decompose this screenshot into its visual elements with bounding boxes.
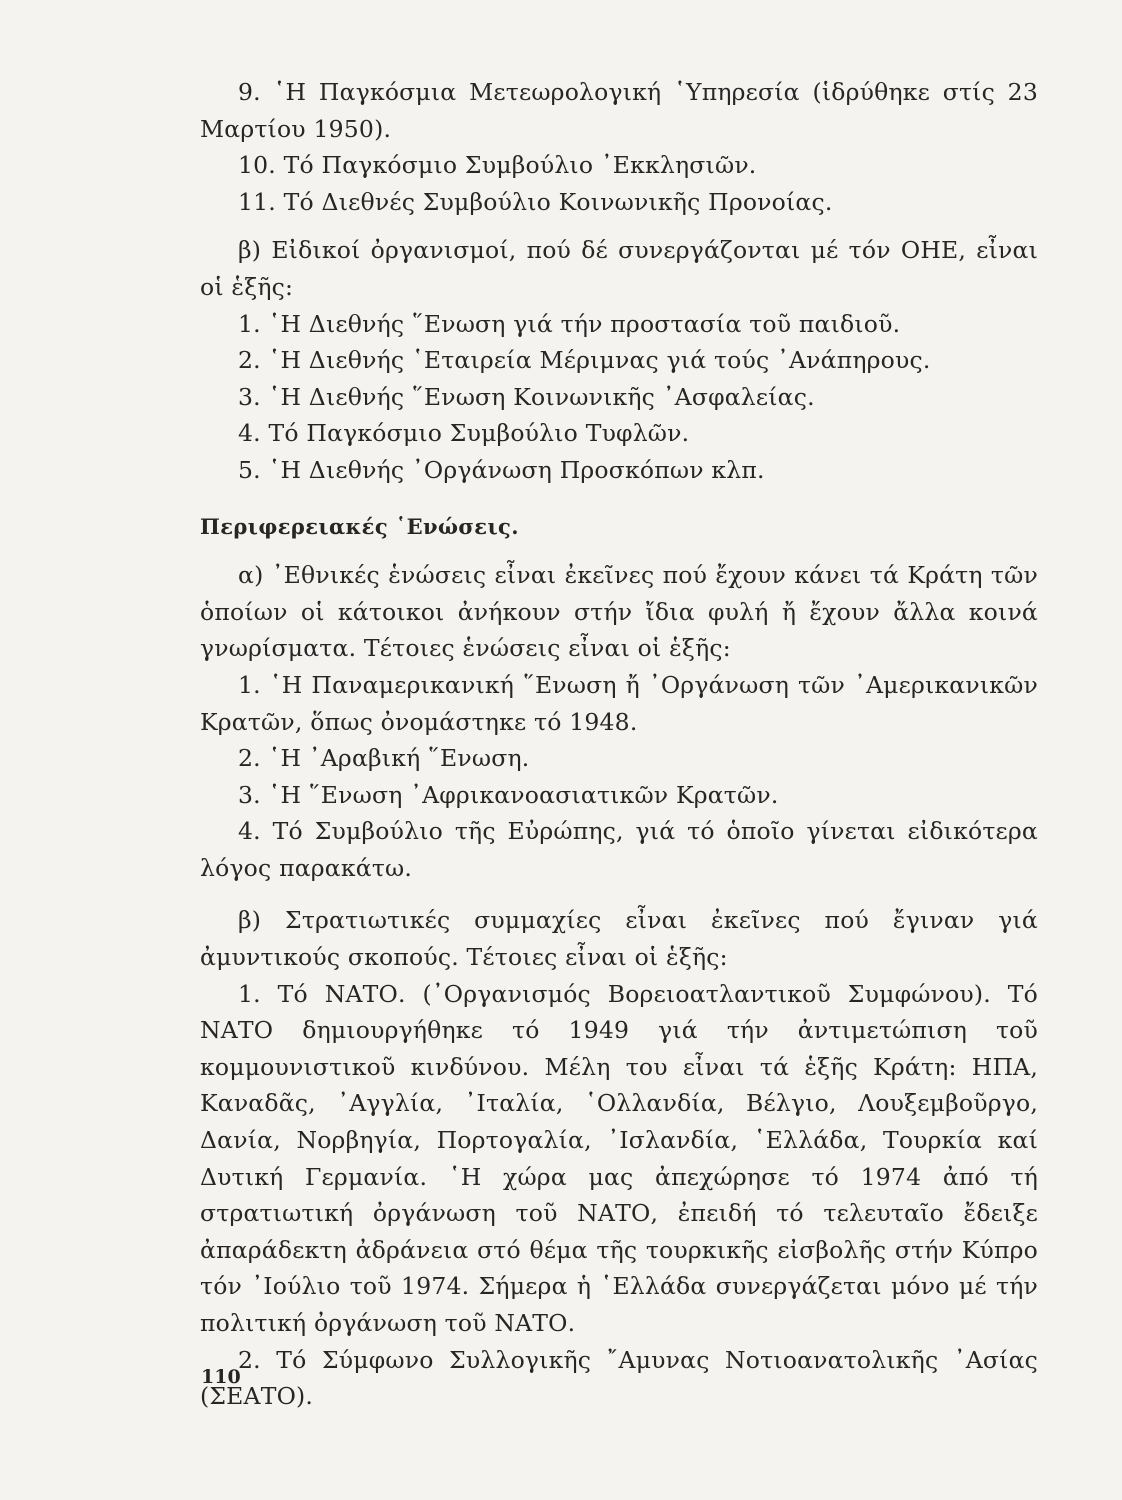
list-item: 10. Τό Παγκόσμιο Συμβούλιο ᾿Εκκλησιῶν. (238, 151, 757, 180)
paragraph: β) Στρατιωτικές συμμαχίες εἶναι ἐκεῖνες πού ἔγιναν γιά ἀμυντικούς σκοπούς. Τέτοιες εἶναι οἱ ἑξῆς: (200, 906, 1038, 972)
list-item: 3. ῾Η ῞Ενωση ᾿Αφρικανοασιατικῶν Κρατῶν. (238, 780, 779, 809)
list-item: 4. Τό Συμβούλιο τῆς Εὐρώπης, γιά τό ὁποῖο γίνεται εἰδικότερα λόγος παρακάτω. (200, 817, 1038, 882)
list-item: 1. ῾Η Παναμερικανική ῞Ενωση ἤ ᾿Οργάνωση τῶν ᾿Αμερικανικῶν Κρατῶν, ὅπως ὀνομάστηκε τό 1948. (200, 670, 1038, 736)
body-text (200, 74, 1038, 1415)
list-item: 2. Τό Σύμφωνο Συλλογικῆς ῎Αμυνας Νοτιοανατολικῆς ᾿Ασίας (ΣΕΑΤΟ). (200, 1345, 1038, 1411)
list-item: 5. ῾Η Διεθνής ᾿Οργάνωση Προσκόπων κλπ. (238, 455, 765, 484)
paragraph: β) Εἰδικοί ὀργανισμοί, πού δέ συνεργάζονται μέ τόν ΟΗΕ, εἶναι οἱ ἑξῆς: (200, 236, 1038, 301)
list-item: 4. Τό Παγκόσμιο Συμβούλιο Τυφλῶν. (238, 419, 690, 448)
list-item: 9. ῾Η Παγκόσμια Μετεωρολογική ῾Υπηρεσία (ἱδρύθηκε στίς 23 Μαρτίου 1950). (200, 78, 1038, 143)
list-item: 1. ῾Η Διεθνής ῞Ενωση γιά τήν προστασία τοῦ παιδιοῦ. (238, 309, 901, 338)
list-item: 1. Τό ΝΑΤΟ. (᾿Οργανισμός Βορειοατλαντικοῦ Συμφώνου). Τό ΝΑΤΟ δημιουργήθηκε τό 1949 γιά τήν ἀντιμετώπιση τοῦ κομμουνιστικοῦ κινδύνου. Μέλη του εἶναι τά ἑξῆς Κράτη: ΗΠΑ, Καναδᾶς, ᾿Αγγλία, ᾿Ιταλία, ῾Ολλανδία, Βέλγιο, Λουξεμβοῦργο, Δανία, Νορβηγία, Πορτογαλία, ᾿Ισλανδία, ῾Ελλάδα, Τουρκία καί Δυτική Γερμανία. ῾Η χώρα μας ἀπεχώρησε τό 1974 ἀπό τή στρατιωτική ὀργάνωση τοῦ ΝΑΤΟ, ἐπειδή τό τελευταῖο ἔδειξε ἀπαράδεκτη ἀδράνεια στό θέμα τῆς τουρκικῆς εἰσβολῆς στήν Κύπρο τόν ᾿Ιούλιο τοῦ 1974. Σήμερα ἡ ῾Ελλάδα συνεργάζεται μόνο μέ τήν πολιτική ὀργάνωση τοῦ ΝΑΤΟ. (200, 979, 1038, 1337)
list-item: 3. ῾Η Διεθνής ῞Ενωση Κοινωνικῆς ᾿Ασφαλείας. (238, 382, 815, 411)
page-number: 110 (201, 1366, 241, 1388)
paragraph: α) ᾿Εθνικές ἑνώσεις εἶναι ἐκεῖνες πού ἔχουν κάνει τά Κράτη τῶν ὁποίων οἱ κάτοικοι ἀνήκουν στήν ἴδια φυλή ἤ ἔχουν ἄλλα κοινά γνωρίσματα. Τέτοιες ἑνώσεις εἶναι οἱ ἑξῆς: (200, 561, 1038, 663)
list-item: 2. ῾Η ᾿Αραβική ῞Ενωση. (238, 744, 530, 773)
list-item: 11. Τό Διεθνές Συμβούλιο Κοινωνικῆς Προνοίας. (238, 187, 833, 216)
section-heading: Περιφερειακές ῾Ενώσεις. (200, 513, 519, 539)
list-item: 2. ῾Η Διεθνής ῾Εταιρεία Μέριμνας γιά τούς ᾿Ανάπηρους. (238, 346, 931, 375)
